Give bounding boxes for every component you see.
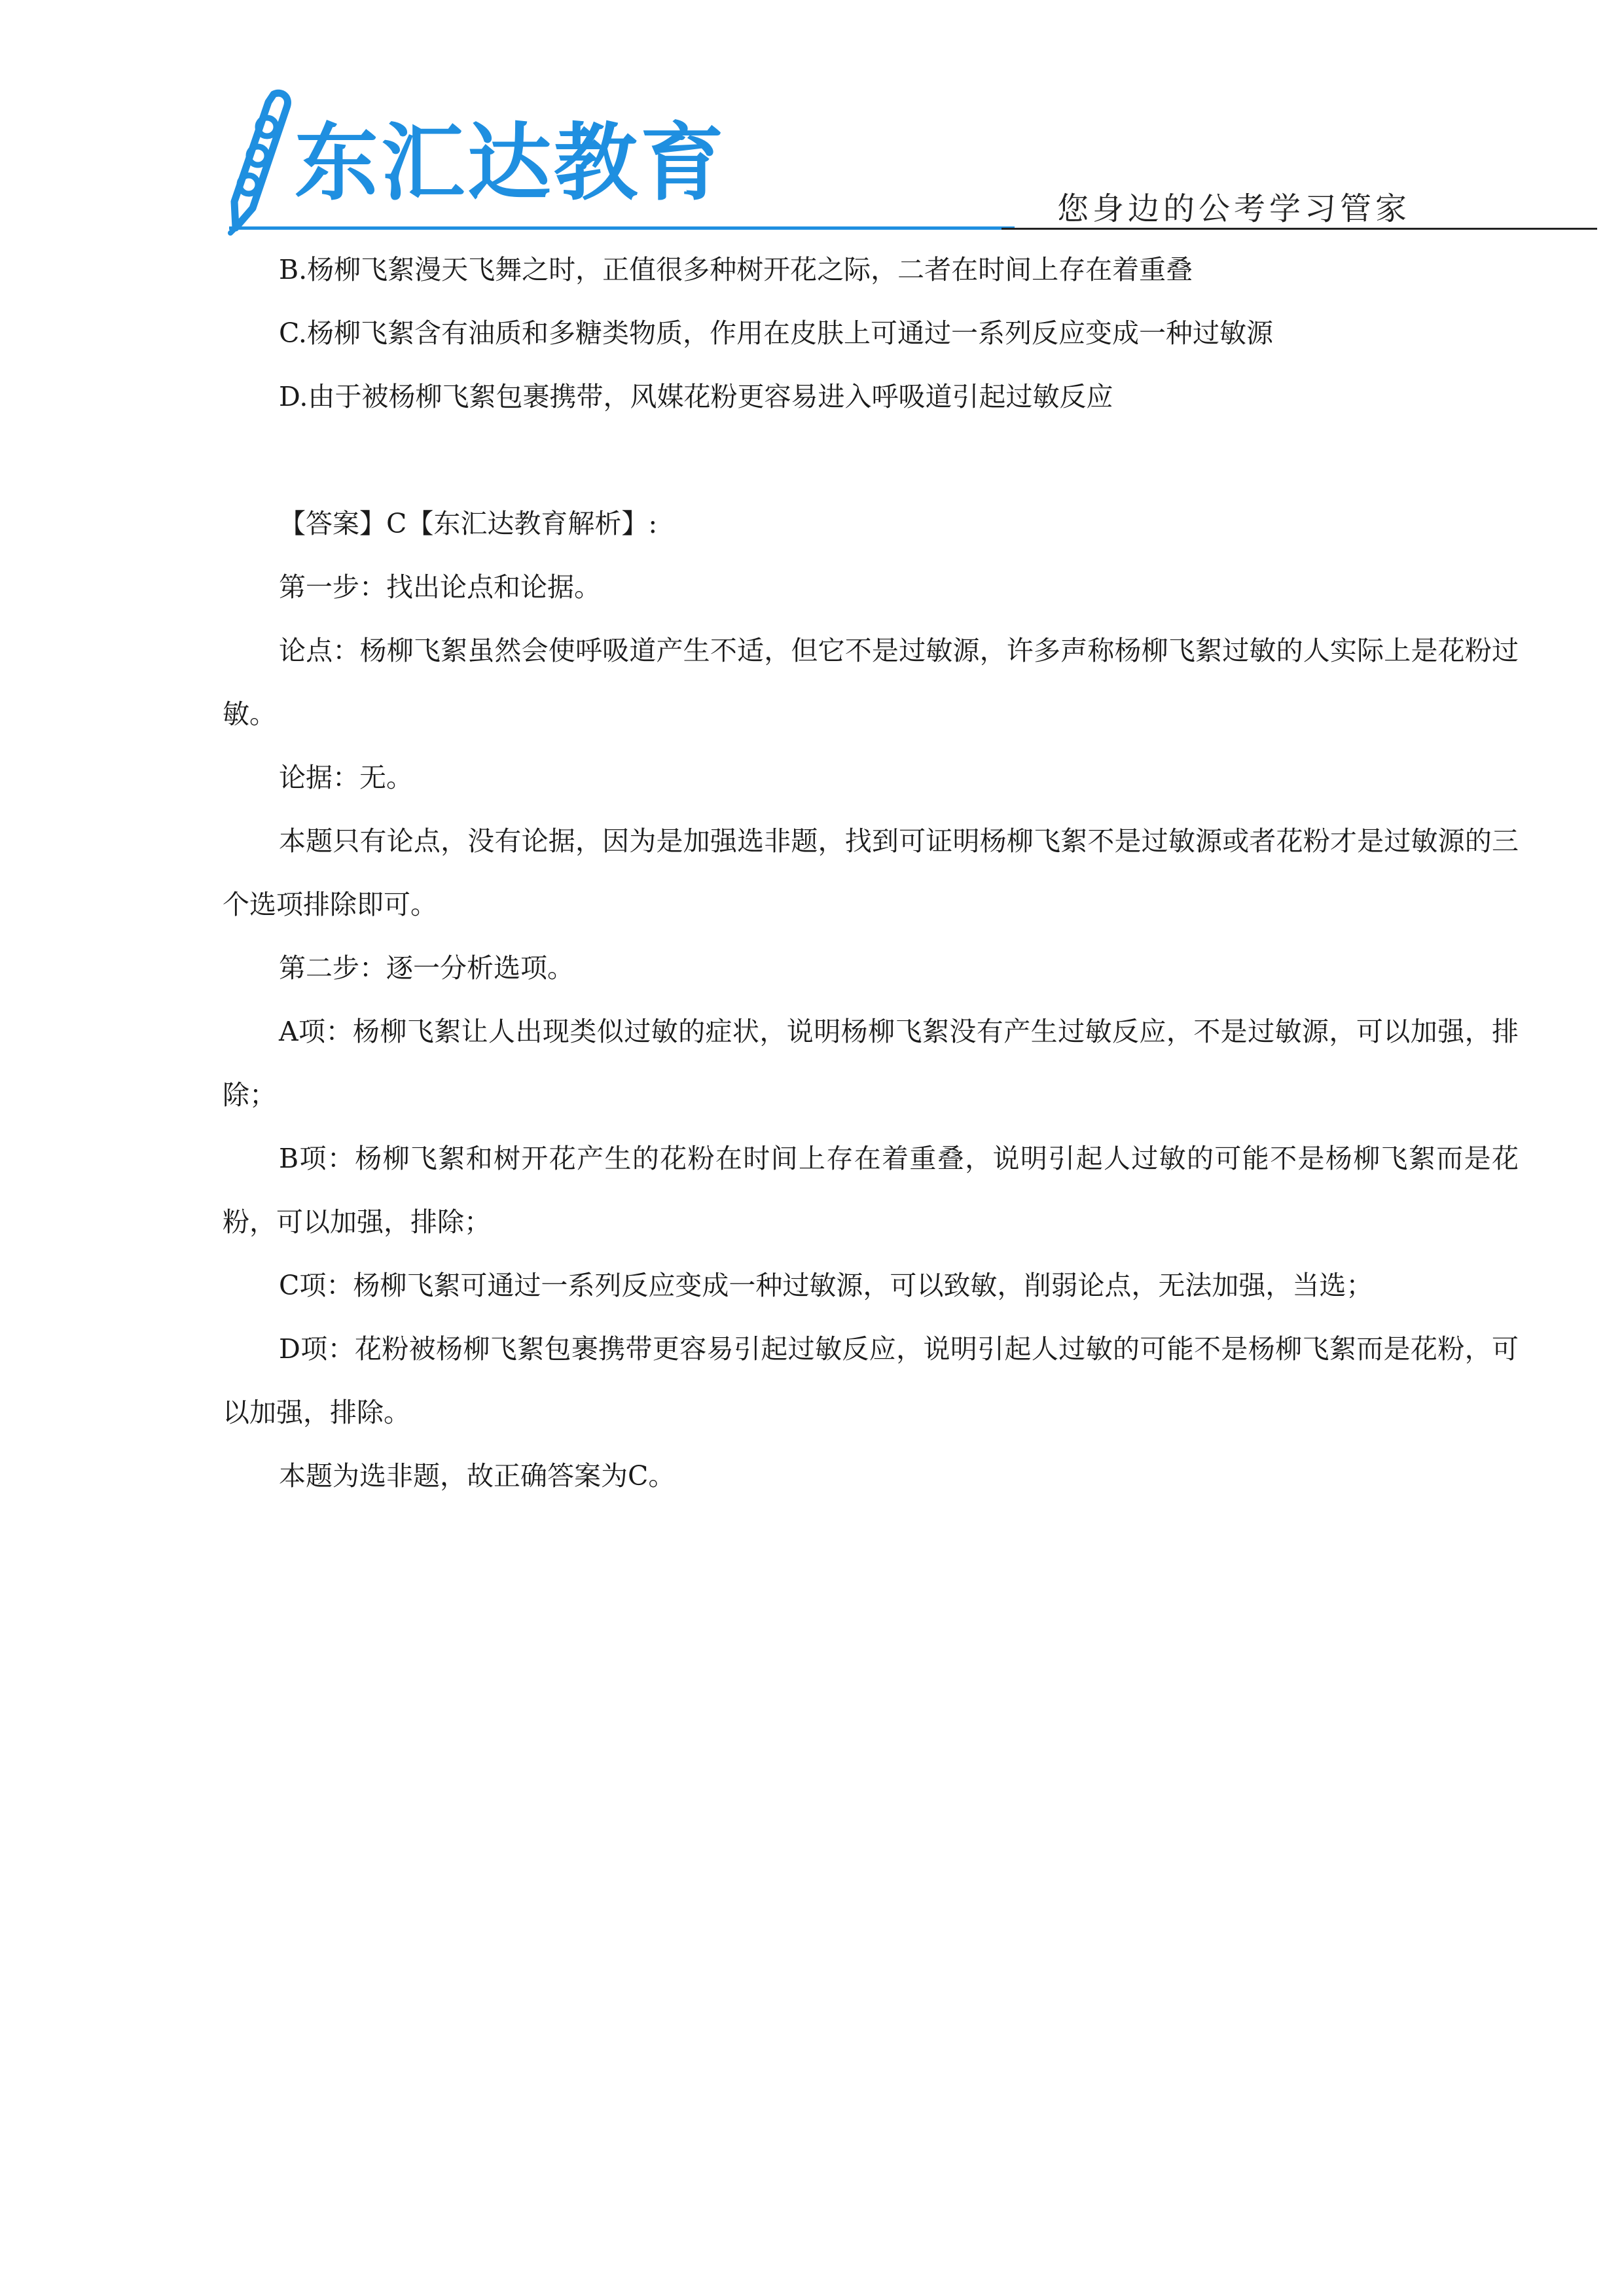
- section-gap: [223, 429, 1519, 492]
- header-divider-blue: [229, 226, 1015, 230]
- option-c: C.杨柳飞絮含有油质和多糖类物质，作用在皮肤上可通过一系列反应变成一种过敏源: [279, 317, 1273, 349]
- analysis-option-d: D项：花粉被杨柳飞絮包裹携带更容易引起过敏反应，说明引起人过敏的可能不是杨柳飞絮而是花粉，可以加强，排除。: [223, 1333, 1519, 1428]
- analysis-summary: 本题只有论点，没有论据，因为是加强选非题，找到可证明杨柳飞絮不是过敏源或者花粉才是过敏源的三个选项排除即可。: [223, 825, 1519, 920]
- analysis-evidence: 论据：无。: [279, 762, 413, 793]
- answer-heading: 【答案】C【东汇达教育解析】:: [279, 508, 658, 539]
- analysis-step-1: 第一步：找出论点和论据。: [279, 571, 601, 603]
- analysis-step-2: 第二步：逐一分析选项。: [279, 952, 574, 984]
- option-b: B.杨柳飞絮漫天飞舞之时，正值很多种树开花之际，二者在时间上存在着重叠: [279, 254, 1193, 285]
- analysis-option-c: C项：杨柳飞絮可通过一系列反应变成一种过敏源，可以致敏，削弱论点，无法加强，当选；: [279, 1270, 1373, 1301]
- document-body: [223, 238, 1519, 1508]
- analysis-option-b: B项：杨柳飞絮和树开花产生的花粉在时间上存在着重叠，说明引起人过敏的可能不是杨柳飞絮而是花粉，可以加强，排除；: [223, 1143, 1519, 1238]
- option-d: D.由于被杨柳飞絮包裹携带，风媒花粉更容易进入呼吸道引起过敏反应: [279, 381, 1113, 412]
- brand-logo-text: 东汇达教育: [295, 115, 727, 212]
- analysis-argument: 论点：杨柳飞絮虽然会使呼吸道产生不适，但它不是过敏源，许多声称杨柳飞絮过敏的人实际上是花粉过敏。: [223, 635, 1519, 730]
- analysis-conclusion: 本题为选非题，故正确答案为C。: [279, 1460, 676, 1492]
- header-divider-black: [1001, 228, 1597, 230]
- page-header: [216, 79, 1411, 236]
- brand-slogan: 您身边的公考学习管家: [1057, 190, 1411, 227]
- analysis-option-a: A项：杨柳飞絮让人出现类似过敏的症状，说明杨柳飞絮没有产生过敏反应，不是过敏源，可以加强，排除；: [223, 1016, 1519, 1111]
- pencil-logo-icon: [216, 85, 295, 236]
